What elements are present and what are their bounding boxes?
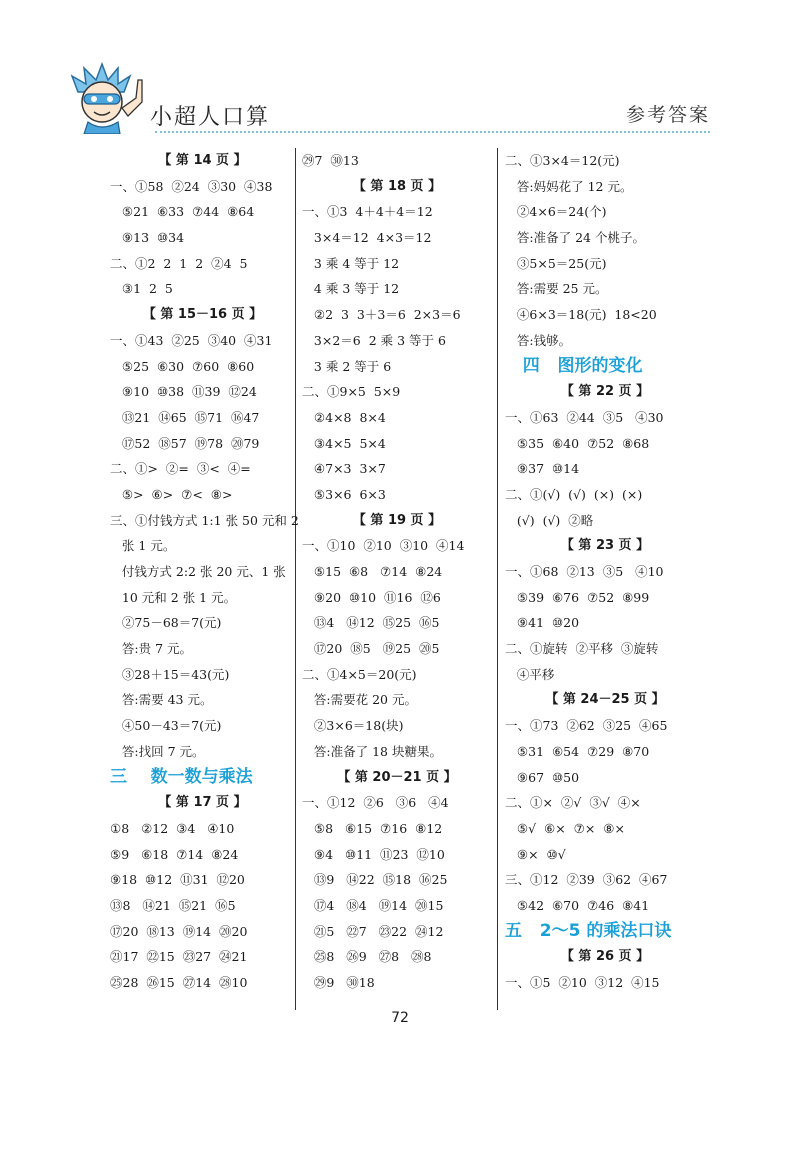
answer-line: ⑰20 ⑱5 ⑲25 ⑳5 (302, 641, 440, 657)
answer-line: ㉕8 ㉖9 ㉗8 ㉘8 (302, 949, 432, 965)
answer-line: ⑨20 ⑩10 ⑪16 ⑫6 (302, 589, 441, 605)
answer-line: 一、①10 ②10 ③10 ④14 (302, 538, 465, 554)
answer-line: 二、①(√) (√) (×) (×) (505, 486, 643, 502)
page-heading: 【 第 18 页 】 (352, 178, 442, 194)
answer-line: ③1 2 5 (110, 281, 173, 297)
answer-line: ③4×5 5×4 (302, 435, 386, 451)
answer-line: 答:准备了 18 块糖果。 (302, 743, 442, 759)
answer-line: ②3×6＝18(块) (302, 718, 404, 734)
answer-line: ⑨× ⑩√ (505, 846, 566, 862)
answer-line: ③5×5＝25(元) (505, 255, 607, 271)
answer-line: ④6×3＝18(元) 18<20 (505, 307, 657, 323)
answer-line: 付钱方式 2:2 张 20 元、1 张 (110, 564, 286, 579)
answer-line: 10 元和 2 张 1 元。 (110, 589, 237, 605)
answer-line: ⑤31 ⑥54 ⑦29 ⑧70 (505, 743, 650, 759)
answer-line: ㉙9 ㉚18 (302, 975, 375, 990)
answer-line: ⑨67 ⑩50 (505, 769, 580, 785)
answer-line: 一、①3 4＋4＋4＝12 (302, 204, 433, 220)
answer-line: ①8 ②12 ③4 ④10 (110, 820, 235, 836)
page-header (70, 62, 720, 142)
answer-line: 一、①73 ②62 ③25 ④65 (505, 718, 668, 734)
answer-line: 答:需要 43 元。 (110, 692, 213, 708)
answer-line: ⑤9 ⑥18 ⑦14 ⑧24 (110, 846, 239, 862)
answer-line: 二、①2 2 1 2 ②4 5 (110, 255, 248, 271)
answer-line: ④7×3 3×7 (302, 461, 386, 477)
chapter-heading: 五 2～5 的乘法口诀 (505, 920, 672, 941)
chapter-heading: 四 图形的变化 (505, 355, 643, 376)
chapter-heading: 三 数一数与乘法 (110, 766, 253, 787)
answer-line: 二、①9×5 5×9 (302, 384, 401, 400)
answer-line: 3 乘 4 等于 12 (302, 255, 400, 271)
answer-line: ⑤42 ⑥70 ⑦46 ⑧41 (505, 897, 650, 913)
answer-line: 3 乘 2 等于 6 (302, 358, 392, 374)
answer-line: ⑤3×6 6×3 (302, 486, 386, 502)
answer-line: ⑨18 ⑩12 ⑪31 ⑫20 (110, 872, 245, 888)
answer-line: ⑰52 ⑱57 ⑲78 ⑳79 (110, 435, 260, 451)
page-heading: 【 第 22 页 】 (560, 384, 650, 400)
answer-line: ②2 3 3＋3＝6 2×3＝6 (302, 307, 461, 323)
answer-line: 一、①12 ②6 ③6 ④4 (302, 795, 449, 811)
answer-line: ⑨41 ⑩20 (505, 615, 580, 631)
answer-line: 答:钱够。 (505, 332, 572, 348)
page-heading: 【 第 23 页 】 (560, 538, 650, 554)
answer-line: 答:需要 25 元。 (505, 281, 608, 297)
answer-line: ⑬4 ⑭12 ⑮25 ⑯5 (302, 615, 440, 631)
section-title: 参考答案 (625, 104, 710, 126)
answer-column-2 (302, 148, 492, 996)
mascot-icon (70, 62, 150, 134)
answer-line: ⑤15 ⑥8 ⑦14 ⑧24 (302, 564, 443, 579)
answer-line: ④50－43＝7(元) (110, 718, 222, 734)
answer-line: 二、①3×4＝12(元) (505, 153, 620, 168)
answer-line: 三、①12 ②39 ③62 ④67 (505, 872, 668, 888)
column-divider (497, 148, 498, 1010)
answer-line: ⑨13 ⑩34 (110, 230, 185, 246)
answer-line: 答:准备了 24 个桃子。 (505, 230, 645, 246)
column-divider (295, 148, 296, 1010)
answer-line: 一、①68 ②13 ③5 ④10 (505, 564, 664, 579)
answer-line: ②4×8 8×4 (302, 409, 386, 425)
answer-line: 一、①5 ②10 ③12 ④15 (505, 975, 660, 990)
answer-column-1 (110, 148, 299, 996)
answer-line: (√) (√) ②略 (505, 512, 594, 528)
answer-line: 答:贵 7 元。 (110, 641, 193, 657)
answer-line: ⑤> ⑥> ⑦< ⑧> (110, 486, 233, 502)
answer-line: ⑤21 ⑥33 ⑦44 ⑧64 (110, 204, 255, 220)
answer-line: ㉕28 ㉖15 ㉗14 ㉘10 (110, 975, 248, 990)
page-heading: 【 第 17 页 】 (158, 795, 247, 811)
answer-line: 答:妈妈花了 12 元。 (505, 178, 633, 194)
answer-line: ⑰4 ⑱4 ⑲14 ⑳15 (302, 897, 444, 913)
answer-line: ⑬21 ⑭65 ⑮71 ⑯47 (110, 409, 260, 425)
answer-line: 二、①4×5＝20(元) (302, 666, 417, 682)
page-heading: 【 第 24－25 页 】 (545, 692, 665, 708)
answer-line: ⑨10 ⑩38 ⑪39 ⑫24 (110, 384, 257, 400)
page-heading: 【 第 19 页 】 (352, 512, 442, 528)
header-divider (155, 131, 710, 133)
page-heading: 【 第 15－16 页 】 (142, 307, 263, 323)
answer-line: ⑨37 ⑩14 (505, 461, 580, 477)
page-heading: 【 第 26 页 】 (560, 949, 650, 965)
answer-line: 答:需要花 20 元。 (302, 692, 417, 708)
answer-line: ㉙7 ㉚13 (302, 153, 359, 168)
answer-line: ④平移 (505, 666, 555, 682)
answer-line: 一、①63 ②44 ③5 ④30 (505, 409, 664, 425)
answer-line: ⑤39 ⑥76 ⑦52 ⑧99 (505, 589, 650, 605)
answer-line: ⑬9 ⑭22 ⑮18 ⑯25 (302, 872, 448, 888)
answer-line: ⑤35 ⑥40 ⑦52 ⑧68 (505, 435, 650, 451)
answer-line: ⑨4 ⑩11 ⑪23 ⑫10 (302, 846, 445, 862)
answer-line: 二、①旋转 ②平移 ③旋转 (505, 641, 659, 657)
answer-line: ②75－68＝7(元) (110, 615, 222, 631)
answer-line: 3×2＝6 2 乘 3 等于 6 (302, 332, 446, 348)
page-heading: 【 第 20－21 页 】 (337, 769, 457, 785)
answer-line: 一、①58 ②24 ③30 ④38 (110, 178, 273, 194)
page-number: 72 (391, 1010, 409, 1026)
answer-line: 张 1 元。 (110, 538, 176, 554)
answer-line: ⑰20 ⑱13 ⑲14 ⑳20 (110, 923, 248, 939)
page-heading: 【 第 14 页 】 (158, 153, 247, 168)
answer-line: 二、①> ②= ③< ④= (110, 461, 251, 477)
answer-line: 3×4＝12 4×3＝12 (302, 230, 432, 246)
answer-line: ③28＋15＝43(元) (110, 666, 230, 682)
answer-line: ②4×6＝24(个) (505, 204, 607, 220)
answer-line: ㉑5 ㉒7 ㉓22 ㉔12 (302, 923, 444, 939)
answer-line: ⑬8 ⑭21 ⑮21 ⑯5 (110, 897, 236, 913)
answer-line: ㉑17 ㉒15 ㉓27 ㉔21 (110, 949, 248, 965)
answer-line: ⑤8 ⑥15 ⑦16 ⑧12 (302, 820, 443, 836)
answer-line: 三、①付钱方式 1:1 张 50 元和 2 (110, 512, 299, 528)
answer-line: 一、①43 ②25 ③40 ④31 (110, 332, 273, 348)
answer-line: ⑤√ ⑥× ⑦× ⑧× (505, 820, 625, 836)
answer-line: 答:找回 7 元。 (110, 743, 205, 759)
answer-line: ⑤25 ⑥30 ⑦60 ⑧60 (110, 358, 255, 374)
answer-line: 二、①× ②√ ③√ ④× (505, 795, 641, 811)
answer-line: 4 乘 3 等于 12 (302, 281, 400, 297)
answer-column-3 (505, 148, 715, 996)
brand-title: 小超人口算 (150, 105, 271, 130)
